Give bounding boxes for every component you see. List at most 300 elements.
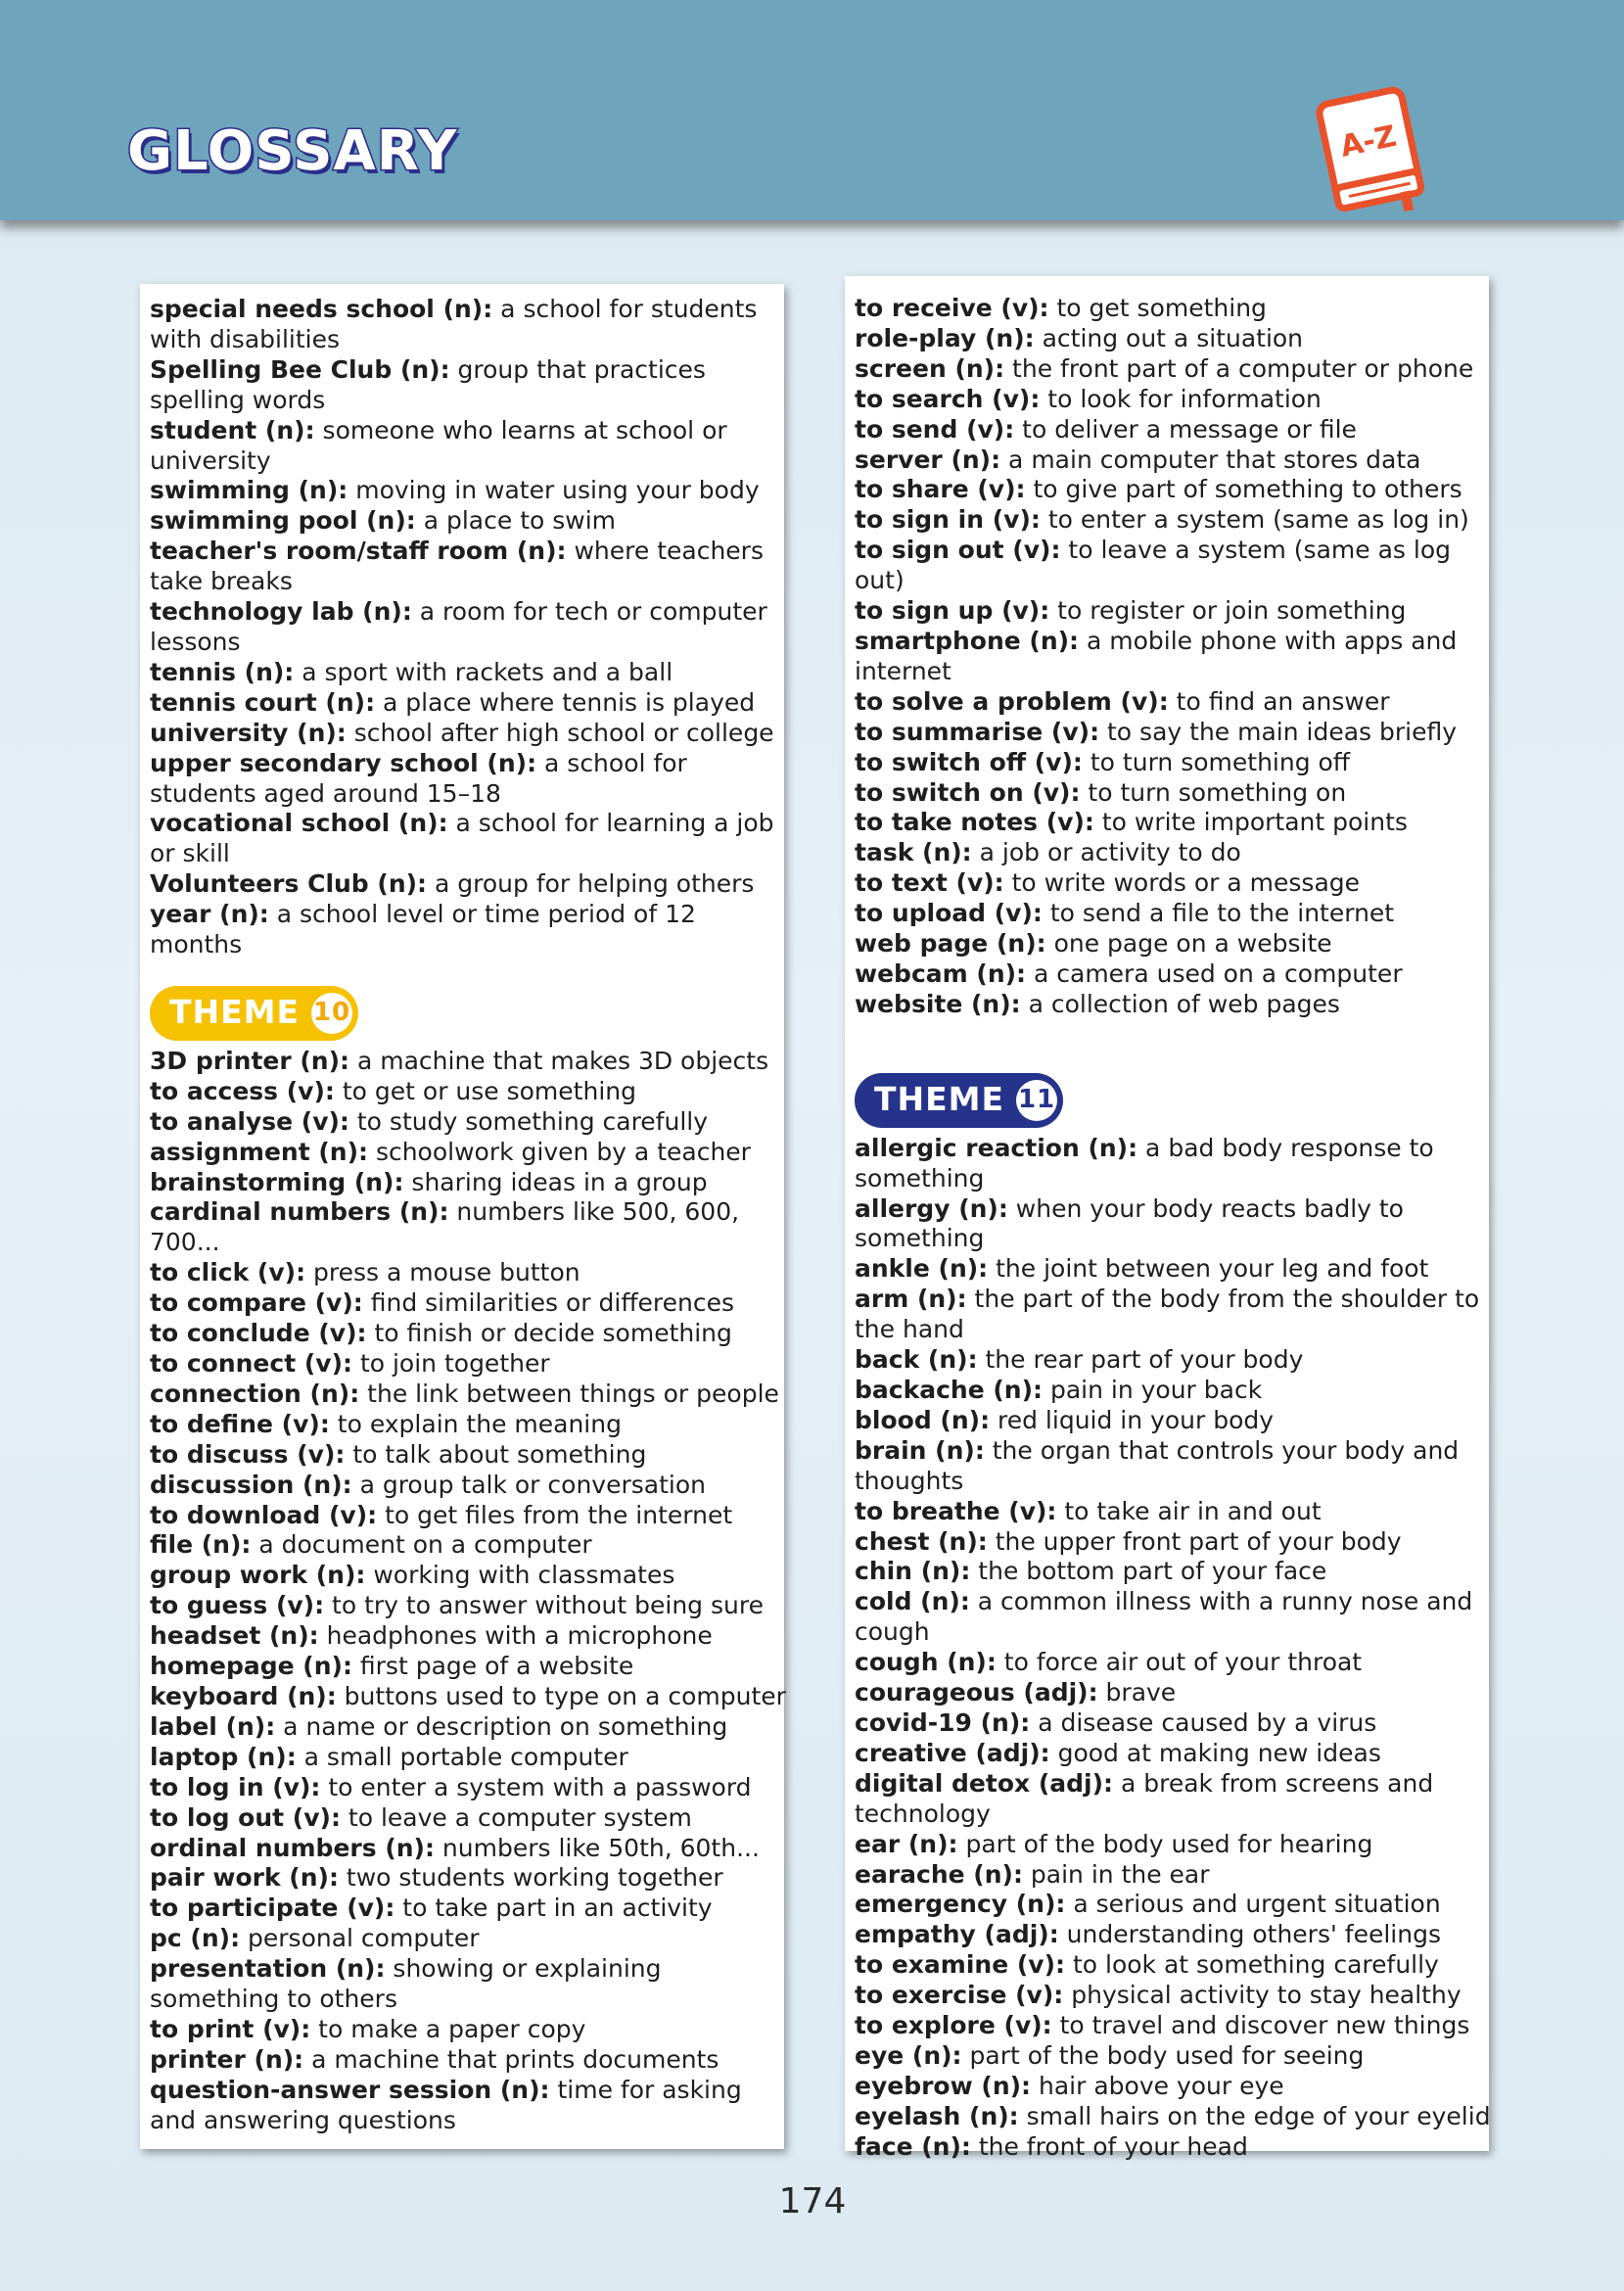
glossary-entry bbox=[150, 1107, 786, 1138]
glossary-definition: brave bbox=[1097, 1678, 1177, 1707]
glossary-definition: one page on a website bbox=[1045, 929, 1332, 958]
glossary-entry bbox=[855, 1285, 1491, 1345]
glossary-entry bbox=[150, 1440, 786, 1471]
glossary-entry bbox=[855, 1497, 1491, 1527]
glossary-term: screen (n): bbox=[855, 353, 1005, 383]
glossary-term: chin (n): bbox=[855, 1557, 971, 1586]
glossary-term: to examine (v): bbox=[855, 1950, 1066, 1980]
glossary-definition: to look at something carefully bbox=[1065, 1950, 1439, 1980]
glossary-term: to download (v): bbox=[150, 1500, 378, 1529]
theme-10-label: THEME bbox=[169, 993, 301, 1032]
glossary-definition: a break from screens and technology bbox=[855, 1768, 1434, 1828]
glossary-entry bbox=[150, 2045, 786, 2076]
glossary-term: connection (n): bbox=[150, 1379, 360, 1408]
glossary-term: earache (n): bbox=[855, 1859, 1023, 1889]
glossary-entry bbox=[855, 1769, 1491, 1830]
glossary-term: task (n): bbox=[855, 838, 972, 867]
glossary-definition: the joint between your leg and foot bbox=[988, 1254, 1429, 1284]
glossary-entry bbox=[855, 959, 1491, 990]
glossary-entry bbox=[855, 1860, 1491, 1891]
glossary-entry bbox=[855, 324, 1491, 354]
glossary-entry bbox=[150, 1501, 786, 1531]
glossary-definition: a school level or time period of 12 months bbox=[150, 900, 696, 959]
glossary-definition: school after high school or college bbox=[346, 718, 774, 747]
glossary-term: to print (v): bbox=[150, 2014, 311, 2043]
glossary-entry bbox=[855, 1134, 1491, 1194]
glossary-definition: to take part in an activity bbox=[394, 1894, 713, 1923]
glossary-term: to sign up (v): bbox=[855, 596, 1050, 626]
glossary-term: to log out (v): bbox=[150, 1802, 341, 1832]
glossary-definition: a job or activity to do bbox=[971, 838, 1241, 867]
glossary-definition: a collection of web pages bbox=[1020, 989, 1340, 1018]
glossary-entry bbox=[150, 1652, 786, 1682]
glossary-definition: to look for information bbox=[1040, 384, 1322, 413]
glossary-term: eyelash (n): bbox=[855, 2101, 1019, 2130]
glossary-definition: to enter a system with a password bbox=[320, 1772, 752, 1801]
glossary-entry bbox=[855, 1587, 1491, 1648]
glossary-entry bbox=[855, 1920, 1491, 1950]
glossary-term: university (n): bbox=[150, 718, 347, 747]
glossary-definition: when your body reacts badly to something bbox=[855, 1193, 1404, 1253]
glossary-definition: to write important points bbox=[1093, 808, 1408, 837]
glossary-term: brainstorming (n): bbox=[150, 1167, 404, 1196]
glossary-definition: to get or use something bbox=[334, 1076, 636, 1105]
glossary-entry bbox=[855, 868, 1491, 899]
glossary-entry bbox=[855, 2011, 1491, 2041]
glossary-definition: sharing ideas in a group bbox=[403, 1167, 708, 1196]
glossary-definition: someone who learns at school or university bbox=[150, 415, 727, 475]
glossary-definition: to make a paper copy bbox=[310, 2014, 586, 2043]
glossary-entry bbox=[150, 1288, 786, 1319]
glossary-entry bbox=[150, 809, 786, 869]
glossary-entry bbox=[150, 869, 786, 900]
glossary-term: empathy (adj): bbox=[855, 1920, 1059, 1949]
glossary-entry bbox=[150, 1138, 786, 1168]
glossary-entry bbox=[150, 1471, 786, 1501]
glossary-definition: to study something carefully bbox=[348, 1106, 709, 1136]
glossary-term: to explore (v): bbox=[855, 2011, 1052, 2040]
glossary-entry bbox=[855, 475, 1491, 505]
glossary-definition: a place to swim bbox=[415, 506, 617, 536]
glossary-term: student (n): bbox=[150, 415, 315, 444]
glossary-definition: a common illness with a runny nose and cough bbox=[855, 1587, 1473, 1647]
glossary-term: cold (n): bbox=[855, 1587, 970, 1616]
glossary-definition: a main computer that stores data bbox=[1000, 444, 1421, 474]
theme-10-badge bbox=[150, 986, 358, 1041]
glossary-entry bbox=[150, 1410, 786, 1440]
az-book-icon bbox=[1307, 78, 1434, 225]
glossary-entry bbox=[855, 1557, 1491, 1587]
glossary-definition: to say the main ideas briefly bbox=[1099, 717, 1458, 746]
glossary-definition: the front part of a computer or phone bbox=[1004, 353, 1474, 383]
glossary-term: eye (n): bbox=[855, 2040, 962, 2070]
glossary-entry bbox=[150, 1591, 786, 1621]
glossary-definition: to register or join something bbox=[1049, 596, 1407, 626]
glossary-entry bbox=[855, 415, 1491, 445]
glossary-term: courageous (adj): bbox=[855, 1678, 1098, 1707]
glossary-term: question-answer session (n): bbox=[150, 2075, 550, 2104]
glossary-term: web page (n): bbox=[855, 929, 1046, 958]
glossary-term: ear (n): bbox=[855, 1829, 958, 1858]
glossary-definition: small hairs on the edge of your eyelid bbox=[1018, 2101, 1491, 2130]
glossary-term: smartphone (n): bbox=[855, 626, 1080, 655]
glossary-term: ankle (n): bbox=[855, 1254, 989, 1284]
glossary-term: face (n): bbox=[855, 2131, 971, 2161]
glossary-definition: to turn something on bbox=[1080, 777, 1347, 807]
glossary-term: to solve a problem (v): bbox=[855, 686, 1169, 716]
glossary-definition: press a mouse button bbox=[305, 1258, 580, 1287]
glossary-entry bbox=[855, 1194, 1491, 1255]
glossary-term: tennis (n): bbox=[150, 657, 295, 686]
glossary-term: to connect (v): bbox=[150, 1349, 352, 1378]
glossary-term: to exercise (v): bbox=[855, 1981, 1064, 2010]
glossary-term: to switch on (v): bbox=[855, 777, 1081, 807]
glossary-term: creative (adj): bbox=[855, 1738, 1050, 1767]
glossary-term: brain (n): bbox=[855, 1435, 985, 1465]
glossary-definition: to deliver a message or file bbox=[1014, 414, 1357, 444]
glossary-entry bbox=[150, 2015, 786, 2045]
glossary-entry bbox=[855, 1527, 1491, 1558]
glossary-entry bbox=[150, 1834, 786, 1864]
glossary-definition: to write words or a message bbox=[1003, 868, 1361, 898]
glossary-entry bbox=[855, 2102, 1491, 2132]
theme-11-entries bbox=[855, 1134, 1491, 2163]
glossary-term: to summarise (v): bbox=[855, 717, 1100, 746]
glossary-entry bbox=[855, 1648, 1491, 1678]
glossary-term: 3D printer (n): bbox=[150, 1046, 350, 1075]
glossary-entry bbox=[855, 1678, 1491, 1708]
glossary-term: cardinal numbers (n): bbox=[150, 1197, 449, 1227]
glossary-entry bbox=[150, 1168, 786, 1198]
glossary-entry bbox=[855, 2041, 1491, 2072]
glossary-definition: hair above your eye bbox=[1031, 2071, 1284, 2100]
glossary-definition: to travel and discover new things bbox=[1051, 2011, 1470, 2040]
glossary-entry bbox=[855, 778, 1491, 809]
glossary-entry bbox=[855, 990, 1491, 1020]
glossary-term: swimming (n): bbox=[150, 476, 348, 505]
glossary-entry bbox=[150, 1773, 786, 1803]
glossary-definition: schoolwork given by a teacher bbox=[368, 1137, 751, 1166]
glossary-definition: a disease caused by a virus bbox=[1030, 1707, 1377, 1737]
glossary-entry bbox=[150, 1863, 786, 1894]
glossary-definition: a camera used on a computer bbox=[1026, 958, 1403, 988]
glossary-entry bbox=[150, 1197, 786, 1258]
glossary-definition: to enter a system (same as log in) bbox=[1040, 505, 1469, 535]
page-title: GLOSSARY bbox=[127, 119, 458, 183]
glossary-term: cough (n): bbox=[855, 1648, 997, 1677]
glossary-term: year (n): bbox=[150, 900, 269, 929]
glossary-definition: to get something bbox=[1048, 294, 1267, 322]
glossary-entry bbox=[150, 1379, 786, 1410]
glossary-entry bbox=[855, 1981, 1491, 2011]
glossary-entry bbox=[855, 1708, 1491, 1739]
glossary-term: back (n): bbox=[855, 1345, 978, 1375]
glossary-definition: the part of the body from the shoulder to the hand bbox=[855, 1285, 1480, 1344]
glossary-entry bbox=[150, 597, 786, 658]
glossary-entry bbox=[150, 1954, 786, 2015]
glossary-entry bbox=[150, 1712, 786, 1743]
glossary-definition: to finish or decide something bbox=[366, 1319, 732, 1348]
left-column bbox=[150, 295, 786, 2136]
glossary-term: role-play (n): bbox=[855, 323, 1035, 352]
glossary-definition: numbers like 50th, 60th... bbox=[434, 1833, 760, 1862]
glossary-term: presentation (n): bbox=[150, 1954, 386, 1984]
az-icon-label: A-Z bbox=[1337, 118, 1400, 164]
glossary-entry bbox=[150, 355, 786, 416]
glossary-definition: the link between things or people bbox=[359, 1379, 779, 1408]
glossary-definition: a school for students with disabilities bbox=[150, 295, 758, 353]
glossary-entry bbox=[150, 719, 786, 749]
glossary-term: website (n): bbox=[855, 989, 1021, 1018]
glossary-definition: pain in your back bbox=[1043, 1376, 1263, 1404]
glossary-term: printer (n): bbox=[150, 2044, 304, 2074]
right-column bbox=[855, 294, 1491, 2163]
glossary-definition: a room for tech or computer lessons bbox=[150, 597, 767, 656]
theme-10-entries bbox=[150, 1047, 786, 2136]
glossary-term: allergic reaction (n): bbox=[855, 1133, 1138, 1162]
glossary-entry bbox=[855, 445, 1491, 476]
theme-10-number: 10 bbox=[311, 993, 352, 1034]
glossary-entry bbox=[150, 537, 786, 597]
glossary-term: to breathe (v): bbox=[855, 1496, 1057, 1525]
glossary-entry bbox=[855, 1739, 1491, 1769]
glossary-term: to guess (v): bbox=[150, 1591, 325, 1620]
glossary-term: vocational school (n): bbox=[150, 809, 448, 838]
glossary-definition: to send a file to the internet bbox=[1042, 899, 1395, 928]
glossary-entry bbox=[855, 899, 1491, 929]
glossary-entry bbox=[150, 749, 786, 810]
glossary-entry bbox=[855, 354, 1491, 385]
glossary-term: to upload (v): bbox=[855, 899, 1043, 928]
glossary-entry bbox=[150, 1319, 786, 1349]
glossary-term: Spelling Bee Club (n): bbox=[150, 354, 450, 384]
glossary-definition: a machine that makes 3D objects bbox=[349, 1046, 769, 1075]
glossary-entry bbox=[150, 658, 786, 688]
glossary-definition: to leave a system (same as log out) bbox=[855, 536, 1451, 595]
glossary-term: to switch off (v): bbox=[855, 747, 1083, 776]
glossary-entry bbox=[150, 1077, 786, 1107]
glossary-entry bbox=[150, 1803, 786, 1834]
glossary-entry bbox=[150, 506, 786, 537]
glossary-definition: where teachers take breaks bbox=[150, 537, 764, 596]
glossary-term: webcam (n): bbox=[855, 958, 1027, 988]
glossary-entry bbox=[855, 1406, 1491, 1436]
glossary-definition: to turn something off bbox=[1082, 747, 1351, 776]
glossary-entry bbox=[855, 718, 1491, 748]
glossary-definition: the bottom part of your face bbox=[970, 1557, 1327, 1586]
glossary-entry bbox=[855, 2072, 1491, 2102]
glossary-term: allergy (n): bbox=[855, 1193, 1008, 1223]
glossary-entry bbox=[855, 1345, 1491, 1376]
glossary-definition: a mobile phone with apps and internet bbox=[855, 626, 1458, 685]
glossary-entry bbox=[150, 688, 786, 719]
glossary-definition: headphones with a microphone bbox=[318, 1621, 713, 1651]
glossary-definition: a name or description on something bbox=[275, 1711, 728, 1741]
glossary-definition: buttons used to type on a computer bbox=[336, 1681, 786, 1710]
glossary-definition: time for asking and answering questions bbox=[150, 2075, 742, 2134]
glossary-term: pair work (n): bbox=[150, 1863, 339, 1893]
glossary-term: covid-19 (n): bbox=[855, 1707, 1031, 1737]
glossary-term: to log in (v): bbox=[150, 1772, 321, 1801]
glossary-definition: two students working together bbox=[338, 1863, 723, 1893]
glossary-entry bbox=[855, 1830, 1491, 1860]
glossary-definition: a place where tennis is played bbox=[375, 687, 756, 717]
glossary-entry bbox=[150, 1894, 786, 1924]
glossary-term: eyebrow (n): bbox=[855, 2071, 1032, 2100]
glossary-term: to sign out (v): bbox=[855, 536, 1061, 565]
glossary-definition: a serious and urgent situation bbox=[1065, 1890, 1441, 1919]
glossary-entry bbox=[150, 295, 786, 355]
glossary-term: to define (v): bbox=[150, 1409, 330, 1438]
glossary-entry bbox=[855, 385, 1491, 415]
glossary-term: digital detox (adj): bbox=[855, 1768, 1114, 1798]
glossary-term: label (n): bbox=[150, 1711, 276, 1741]
glossary-definition: a group talk or conversation bbox=[351, 1470, 706, 1499]
glossary-entry bbox=[150, 416, 786, 477]
glossary-term: to sign in (v): bbox=[855, 505, 1041, 535]
theme-11-number: 11 bbox=[1016, 1080, 1057, 1121]
glossary-entry bbox=[150, 1530, 786, 1561]
glossary-definition: a bad body response to something bbox=[855, 1133, 1434, 1192]
glossary-definition: red liquid in your body bbox=[990, 1405, 1275, 1434]
glossary-term: group work (n): bbox=[150, 1561, 366, 1590]
glossary-definition: to find an answer bbox=[1168, 686, 1390, 716]
glossary-term: chest (n): bbox=[855, 1526, 988, 1556]
glossary-entry bbox=[855, 808, 1491, 838]
glossary-term: blood (n): bbox=[855, 1405, 991, 1434]
glossary-term: to discuss (v): bbox=[150, 1439, 346, 1469]
glossary-definition: to force air out of your throat bbox=[996, 1648, 1363, 1677]
glossary-term: to participate (v): bbox=[150, 1894, 395, 1923]
glossary-entry bbox=[855, 1254, 1491, 1285]
glossary-definition: to take air in and out bbox=[1056, 1496, 1322, 1525]
glossary-term: emergency (n): bbox=[855, 1890, 1066, 1919]
glossary-entry bbox=[855, 294, 1491, 324]
glossary-entry bbox=[855, 687, 1491, 718]
glossary-entry bbox=[855, 748, 1491, 778]
glossary-entry bbox=[855, 838, 1491, 868]
glossary-term: server (n): bbox=[855, 444, 1001, 474]
glossary-term: discussion (n): bbox=[150, 1470, 352, 1499]
glossary-definition: to try to answer without being sure bbox=[324, 1591, 764, 1620]
glossary-definition: physical activity to stay healthy bbox=[1063, 1981, 1462, 2010]
glossary-term: to text (v): bbox=[855, 868, 1004, 898]
glossary-entry bbox=[855, 596, 1491, 627]
glossary-definition: good at making new ideas bbox=[1049, 1738, 1381, 1767]
glossary-term: backache (n): bbox=[855, 1376, 1044, 1404]
glossary-definition: personal computer bbox=[240, 1924, 480, 1953]
glossary-definition: to talk about something bbox=[345, 1439, 647, 1469]
glossary-term: keyboard (n): bbox=[150, 1681, 337, 1710]
glossary-definition: numbers like 500, 600, 700... bbox=[150, 1197, 740, 1257]
glossary-term: to analyse (v): bbox=[150, 1106, 349, 1136]
glossary-definition: a group for helping others bbox=[427, 869, 755, 899]
glossary-definition: the rear part of your body bbox=[977, 1345, 1304, 1375]
theme-11-label: THEME bbox=[874, 1080, 1005, 1119]
glossary-definition: pain in the ear bbox=[1022, 1859, 1210, 1889]
glossary-definition: acting out a situation bbox=[1034, 323, 1304, 352]
glossary-entry bbox=[855, 929, 1491, 959]
glossary-term: homepage (n): bbox=[150, 1652, 352, 1681]
glossary-definition: to get files from the internet bbox=[377, 1500, 733, 1529]
glossary-definition: understanding others' feelings bbox=[1058, 1920, 1441, 1949]
glossary-entry bbox=[855, 505, 1491, 536]
glossary-entry bbox=[150, 1258, 786, 1288]
glossary-entry bbox=[150, 2076, 786, 2136]
glossary-term: to search (v): bbox=[855, 384, 1041, 413]
glossary-term: to receive (v): bbox=[855, 294, 1049, 322]
glossary-definition: part of the body used for seeing bbox=[961, 2040, 1365, 2070]
glossary-definition: to leave a computer system bbox=[340, 1802, 692, 1832]
glossary-term: upper secondary school (n): bbox=[150, 748, 537, 777]
glossary-entry bbox=[150, 1047, 786, 1077]
glossary-entry bbox=[150, 900, 786, 960]
glossary-definition: the organ that controls your body and thoughts bbox=[855, 1435, 1460, 1495]
glossary-term: to click (v): bbox=[150, 1258, 306, 1287]
glossary-entry bbox=[855, 536, 1491, 596]
glossary-term: tennis court (n): bbox=[150, 687, 376, 717]
glossary-entry bbox=[855, 1376, 1491, 1406]
glossary-term: headset (n): bbox=[150, 1621, 319, 1651]
glossary-entry bbox=[150, 1743, 786, 1773]
glossary-term: pc (n): bbox=[150, 1924, 241, 1953]
glossary-term: to conclude (v): bbox=[150, 1319, 367, 1348]
glossary-entry bbox=[150, 1682, 786, 1712]
left-entries-top bbox=[150, 295, 786, 960]
glossary-definition: moving in water using your body bbox=[348, 476, 760, 505]
glossary-definition: to join together bbox=[352, 1349, 550, 1378]
glossary-term: ordinal numbers (n): bbox=[150, 1833, 435, 1862]
glossary-entry bbox=[855, 1950, 1491, 1981]
glossary-entry bbox=[150, 1349, 786, 1379]
glossary-term: to share (v): bbox=[855, 475, 1026, 504]
page-number: 174 bbox=[778, 2181, 847, 2221]
glossary-definition: to explain the meaning bbox=[329, 1409, 622, 1438]
glossary-term: to compare (v): bbox=[150, 1288, 363, 1318]
glossary-entry bbox=[150, 1924, 786, 1954]
glossary-definition: working with classmates bbox=[365, 1561, 675, 1590]
glossary-definition: a school for students aged around 15–18 bbox=[150, 748, 687, 808]
glossary-definition: first page of a website bbox=[351, 1652, 634, 1681]
glossary-definition: a school for learning a job or skill bbox=[150, 809, 774, 868]
glossary-term: to access (v): bbox=[150, 1076, 335, 1105]
theme-11-badge bbox=[855, 1073, 1063, 1128]
glossary-term: to send (v): bbox=[855, 414, 1015, 444]
glossary-definition: a small portable computer bbox=[296, 1742, 628, 1771]
glossary-entry bbox=[855, 1436, 1491, 1497]
glossary-definition: showing or explaining something to others bbox=[150, 1954, 662, 2014]
glossary-term: file (n): bbox=[150, 1530, 252, 1560]
glossary-definition: the front of your head bbox=[970, 2131, 1248, 2161]
glossary-definition: a sport with rackets and a ball bbox=[294, 657, 673, 686]
glossary-entry bbox=[855, 2132, 1491, 2163]
glossary-definition: the upper front part of your body bbox=[987, 1526, 1402, 1556]
glossary-term: assignment (n): bbox=[150, 1137, 368, 1166]
glossary-entry bbox=[855, 1890, 1491, 1920]
glossary-entry bbox=[150, 1561, 786, 1591]
right-entries-top bbox=[855, 294, 1491, 1020]
glossary-term: Volunteers Club (n): bbox=[150, 869, 428, 899]
glossary-definition: a machine that prints documents bbox=[303, 2044, 719, 2074]
glossary-definition: to give part of something to others bbox=[1025, 475, 1462, 504]
glossary-term: technology lab (n): bbox=[150, 597, 412, 627]
glossary-term: to take notes (v): bbox=[855, 808, 1094, 837]
glossary-definition: group that practices spelling words bbox=[150, 354, 706, 414]
glossary-definition: a document on a computer bbox=[251, 1530, 592, 1560]
glossary-entry bbox=[150, 476, 786, 506]
glossary-term: swimming pool (n): bbox=[150, 506, 416, 536]
glossary-term: teacher's room/staff room (n): bbox=[150, 537, 567, 566]
